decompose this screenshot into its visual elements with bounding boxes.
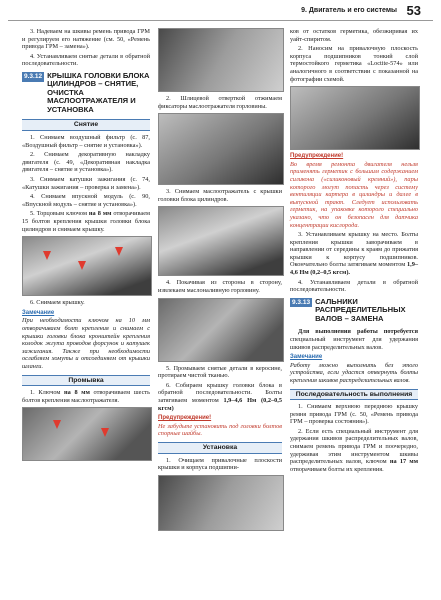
subheading-removal: Снятие: [22, 119, 150, 131]
subheading-sequence: Последовательность выполнения: [290, 389, 418, 401]
step: 5. Промываем снятые детали в керосине, протираем чистой тканью.: [158, 364, 282, 380]
step: 3. Снимаем маслоотражатель с крышки головки блока цилиндров.: [158, 188, 282, 203]
photo-screwdriver: [158, 28, 284, 92]
text: на 8 мм: [64, 389, 90, 397]
step: 4. Покачивая из стороны в сторону, извлекаем маслоналивную горловину.: [158, 279, 282, 294]
paragraph: 4. Устанавливаем снятые детали в обратной последовательности.: [22, 52, 150, 68]
photo-filler-neck: [158, 298, 284, 362]
text: отворачиваем шесть болтов крепления маслоотражателя.: [22, 389, 150, 404]
text: на 8 мм: [88, 210, 112, 218]
note-text: При необходимости ключом на 10 мм отворачиваем болт крепления и снимаем с крышки головки блока кронштейн крепления колодок жгута проводов форсунок и катушек зажигания. Также при необходимости ослабляем хомуты и отсоединяем от крышки шланги.: [22, 317, 150, 370]
photo-oil-deflector-removed: [158, 113, 284, 185]
paragraph: ков от остатков герметика, обезжиривая их уайт-спиритом.: [290, 28, 418, 43]
photo-valve-cover-bolts: [22, 236, 152, 296]
section-number: 9.3.12: [24, 72, 43, 80]
text: 3. Устанавливаем крышку на место. Болты крепления крышки заворачиваем в направлении от середины к краям до прижатия крышки к корпусу подшипников. Окончательно болты затягиваем моментом: [290, 231, 418, 269]
step: 1. Очищаем привалочные плоскости крышки и корпуса подшипни-: [158, 456, 282, 472]
text: 1,9–4,6 Нм (0,2–0,5 кгсм): [158, 396, 282, 412]
page-number: 53: [406, 3, 421, 18]
note-heading: Замечание: [290, 354, 323, 361]
requirement-text: [290, 328, 418, 351]
chapter-title: 9. Двигатель и его системы: [301, 7, 397, 14]
step: 1. Снимаем верхнюю переднюю крышку ремня привода ГРМ (с. 50, «Ремень привода ГРМ – проверка состояния»).: [290, 403, 418, 426]
note-text: Работу можно выполнить без этого устройства, если удастся отвернуть болты крепления шкивов распределительных валов.: [290, 361, 418, 384]
photo-sealant-applied: [290, 86, 420, 150]
red-arrow-icon: [78, 261, 86, 270]
text: 1. Ключом: [30, 389, 65, 397]
column-2: [158, 28, 282, 534]
page-header: [0, 0, 441, 22]
section-heading: [22, 72, 150, 115]
section-number: 9.3.13: [292, 298, 311, 306]
step: 4. Устанавливаем детали в обратной последовательности.: [290, 278, 418, 294]
section-heading: [290, 298, 418, 324]
warning-heading: Предупреждение!: [290, 153, 344, 160]
photo-cover-underside: [158, 206, 284, 276]
column-3: [290, 28, 418, 475]
warning-text: Во время ремонта двигателя нельзя применять герметик с большим содержанием силикона («силиконовый кремний»), пары которого могут попасть через систему вентиляции картера в цилиндры и далее в выпускной тракт. Следует использовать герметик, на упаковке которого специально указано, что он безопасен для датчика концентрации кислорода.: [290, 160, 418, 229]
text: отворачиваем 15 болтов крепления крышки головки блока цилиндров и снимаем крышку.: [22, 210, 151, 233]
step: 2. Шлицевой отверткой отжимаем фиксаторы маслоотражателя горловины.: [158, 95, 282, 110]
step: 1. Снимаем воздушный фильтр (с. 87, «Воздушный фильтр – снятие и установка»).: [22, 134, 150, 149]
text: отворачиваем болты их крепления.: [290, 465, 384, 473]
photo-cleaning-surfaces: [158, 475, 284, 531]
subheading-install: Установка: [158, 442, 282, 454]
text: специальный инструмент для удержания шкивов распределительных валов.: [290, 335, 418, 351]
subheading-flush: Промывка: [22, 375, 150, 387]
photo-oil-deflector: [22, 407, 152, 461]
red-arrow-icon: [101, 428, 109, 437]
text: 5. Торцовым ключом: [30, 210, 89, 218]
header-divider: [8, 20, 433, 21]
column-1: [22, 28, 150, 464]
step: 2. Наносим на привалочную плоскость корпуса подшипников тонкий слой термостойкого герметика «Loctite-574» или аналогичного в соответствии с показанной на фотографии схемой.: [290, 45, 418, 83]
section-title: КРЫШКА ГОЛОВКИ БЛОКА ЦИЛИНДРОВ – СНЯТИЕ, ОЧИСТКА МАСЛООТРАЖАТЕЛЯ И УСТАНОВКА: [47, 70, 150, 114]
text: на 17 мм: [389, 458, 418, 466]
step: [290, 231, 418, 277]
red-arrow-icon: [53, 420, 61, 429]
step: [22, 210, 150, 233]
red-arrow-icon: [43, 251, 51, 260]
warning-text: Не забудьте установить под головки болтов спорные шайбы.: [158, 422, 282, 438]
step: 2. Снимаем декоративную накладку двигателя (с. 49, «Декоративная накладка двигателя – снятие и установка»).: [22, 151, 150, 174]
warning-heading: Предупреждение!: [158, 415, 212, 422]
note-heading: Замечание: [22, 309, 55, 316]
text: Для выполнения работы потребуется: [298, 328, 418, 336]
red-arrow-icon: [115, 247, 123, 256]
step: 3. Снимаем катушки зажигания (с. 74, «Катушки зажигания – проверка и замена»).: [22, 176, 150, 191]
step: [158, 382, 282, 412]
step: 4. Снимаем впускной модуль (с. 90, «Впускной модуль – снятие и установка»).: [22, 193, 150, 208]
step: [290, 428, 418, 474]
step: 6. Снимаем крышку.: [30, 299, 85, 307]
section-title: САЛЬНИКИ РАСПРЕДЕЛИТЕЛЬНЫХ ВАЛОВ – ЗАМЕНА: [315, 296, 406, 323]
text: 6. Собираем крышку головки блока в обратной последовательности. Болты затягиваем моментом: [158, 381, 282, 404]
step: [22, 389, 150, 404]
text: 2. Если есть специальный инструмент для удержания шкивов распределительных валов, снимаем ремень привода ГРМ и поочередно, удерживая этим инструментом шкивы распределительных валов, ключом: [290, 427, 418, 466]
paragraph: 3. Надеваем на шкивы ремень привода ГРМ и регулируем его натяжение (см. 50, «Ремень привода ГРМ – замена»).: [22, 28, 150, 51]
text: 1,9–4,6 Нм (0,2–0,5 кгсм).: [290, 261, 418, 277]
